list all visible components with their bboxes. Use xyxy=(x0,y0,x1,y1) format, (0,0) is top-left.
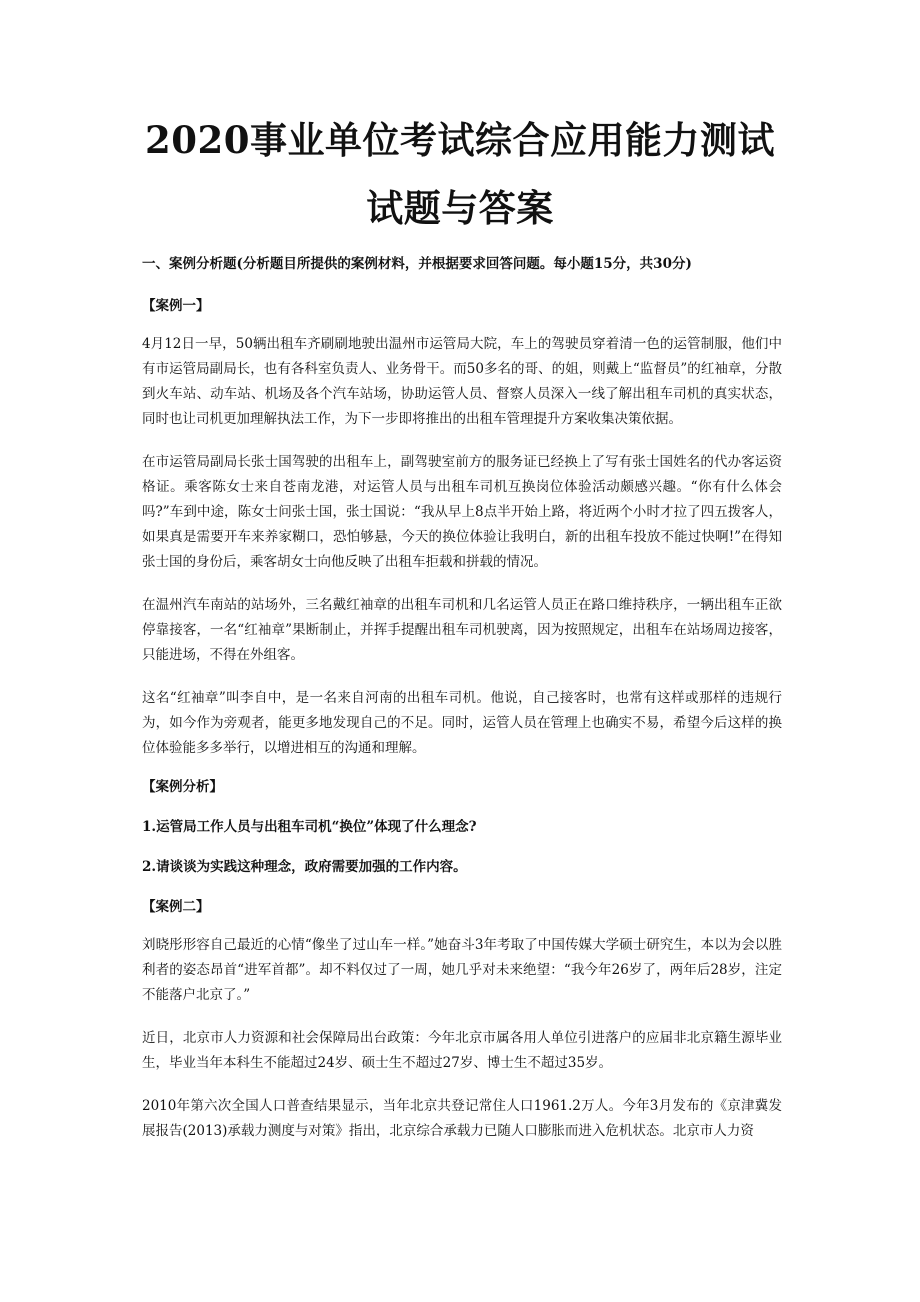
case2-label: 【案例二】 xyxy=(142,899,210,915)
case1-label: 【案例一】 xyxy=(142,298,210,314)
question-1: 1.运管局工作人员与出租车司机“换位”体现了什么理念? xyxy=(142,819,477,835)
case1-paragraph: 4月12日一早，50辆出租车齐刷刷地驶出温州市运管局大院，车上的驾驶员穿着清一色的运管制服，他们中有市运管局副局长，也有各科室负责人、业务骨干。而50多名的哥、的姐，则戴上“监督员”的红袖章，分散到火车站、动车站、机场及各个汽车站场，协助运管人员、督察人员深入一线了解出租车司机的真实状态，同时也让司机更加理解执法工作，为下一步即将推出的出租车管理提升方案收集决策依据。 xyxy=(142,336,782,427)
case1-paragraph: 在温州汽车南站的站场外，三名戴红袖章的出租车司机和几名运管人员正在路口维持秩序，一辆出租车正欲停靠接客，一名“红袖章”果断制止，并挥手提醒出租车司机驶离，因为按照规定，出租车在站场周边接客，只能进场，不得在外组客。 xyxy=(142,597,782,663)
question-2: 2.请谈谈为实践这种理念，政府需要加强的工作内容。 xyxy=(142,859,467,875)
document-title-line-1: 2020事业单位考试综合应用能力测试 xyxy=(145,118,775,162)
case2-paragraph: 近日，北京市人力资源和社会保障局出台政策：今年北京市属各用人单位引进落户的应届非北京籍生源毕业生，毕业当年本科生不能超过24岁、硕士生不超过27岁、博士生不超过35岁。 xyxy=(142,1030,782,1071)
section-heading: 一、案例分析题(分析题目所提供的案例材料，并根据要求回答问题。每小题15分，共30分) xyxy=(142,256,692,272)
case1-paragraph: 在市运管局副局长张士国驾驶的出租车上，副驾驶室前方的服务证已经换上了写有张士国姓名的代办客运资格证。乘客陈女士来自苍南龙港，对运管人员与出租车司机互换岗位体验活动颇感兴趣。“你有什么体会吗?”车到中途，陈女士问张士国，张士国说：“我从早上8点半开始上路，将近两个小时才拉了四五拨客人，如果真是需要开车来养家糊口，恐怕够悬，今天的换位体验让我明白，新的出租车投放不能过快啊!”在得知张士国的身份后，乘客胡女士向他反映了出租车拒载和拼载的情况。 xyxy=(142,454,782,570)
case1-paragraph: 这名“红袖章”叫李自中，是一名来自河南的出租车司机。他说，自己接客时，也常有这样或那样的违规行为，如今作为旁观者，能更多地发现自己的不足。同时，运管人员在管理上也确实不易，希望今后这样的换位体验能多多举行，以增进相互的沟通和理解。 xyxy=(142,690,782,756)
case2-paragraph: 刘晓彤形容自己最近的心情“像坐了过山车一样。”她奋斗3年考取了中国传媒大学硕士研究生，本以为会以胜利者的姿态昂首“进军首都”。却不料仅过了一周，她几乎对未来绝望：“我今年26岁了，两年后28岁，注定不能落户北京了。” xyxy=(142,937,782,1003)
document-title-line-2: 试题与答案 xyxy=(366,186,554,230)
case-analysis-label: 【案例分析】 xyxy=(142,779,223,795)
document-body xyxy=(142,250,782,1144)
case2-paragraph: 2010年第六次全国人口普查结果显示，当年北京共登记常住人口1961.2万人。今年3月发布的《京津冀发展报告(2013)承载力测度与对策》指出，北京综合承载力已随人口膨胀而进入危机状态。北京市人力资 xyxy=(142,1098,782,1139)
